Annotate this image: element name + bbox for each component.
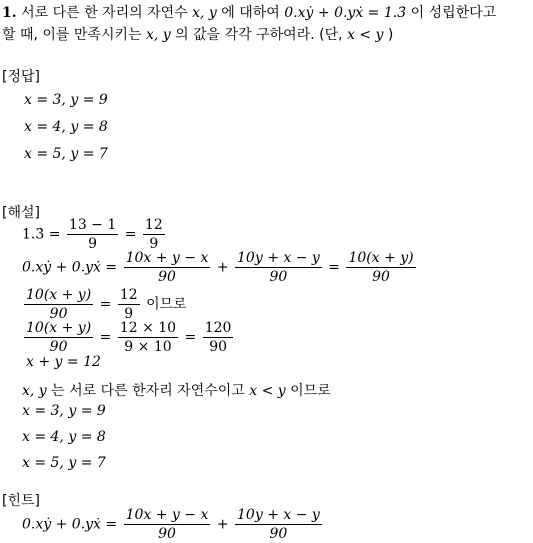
equals-sign: = — [328, 259, 340, 276]
solution-text: 이므로 — [146, 296, 187, 313]
solution-heading: [해설] — [2, 205, 40, 221]
fraction — [118, 320, 178, 355]
problem-condition: x < y — [347, 27, 384, 43]
solution-line: x = 5, y = 7 — [22, 455, 106, 471]
problem-vars: x, y — [192, 5, 217, 21]
fraction — [235, 250, 322, 285]
denominator: 90 — [269, 526, 288, 542]
solution-line: x = 4, y = 8 — [22, 429, 106, 445]
answer-line: x = 5, y = 7 — [24, 146, 108, 162]
denominator: 90 — [209, 339, 228, 355]
fraction — [203, 320, 234, 355]
numerator: 10x + y − x — [125, 507, 209, 523]
fraction — [67, 217, 118, 252]
problem-text: 에 대하여 — [221, 5, 280, 21]
solution-step-4 — [22, 320, 235, 355]
numerator: 10(x + y) — [26, 320, 92, 336]
fraction — [346, 250, 415, 285]
hint-lhs: 0.xẏ + 0.yẋ = — [22, 516, 118, 533]
denominator: 90 — [158, 269, 176, 285]
equals-sign: = — [184, 329, 197, 346]
fraction — [143, 217, 165, 252]
numerator: 13 − 1 — [68, 217, 117, 233]
answer-line: x = 4, y = 8 — [24, 119, 108, 135]
solution-step-3 — [22, 287, 187, 322]
numerator: 10y + x − y — [237, 250, 320, 266]
problem-line-1 — [2, 2, 496, 22]
problem-text: ) — [387, 27, 394, 43]
numerator: 10y + x − y — [237, 507, 320, 523]
fraction — [118, 287, 140, 322]
equals-sign: = — [99, 329, 112, 346]
step2-lhs: 0.xẏ + 0.yẋ = — [22, 259, 118, 276]
solution-line: x = 3, y = 9 — [22, 403, 106, 419]
fraction — [24, 287, 93, 322]
solution-text: 는 서로 다른 한자리 자연수이고 — [51, 383, 245, 399]
numerator: 10(x + y) — [26, 287, 92, 303]
numerator: 10x + y − x — [125, 250, 209, 266]
numerator: 10(x + y) — [348, 250, 414, 266]
denominator: 90 — [49, 339, 68, 355]
problem-text: 이 성립한다고 — [410, 5, 497, 21]
denominator: 9 — [124, 306, 134, 322]
denominator: 9 × 10 — [124, 339, 172, 355]
step1-lhs: 1.3̇ = — [22, 226, 61, 243]
denominator: 90 — [372, 269, 390, 285]
numerator: 120 — [204, 320, 232, 336]
fraction — [24, 320, 93, 355]
problem-text: 할 때, 이를 만족시키는 — [2, 27, 142, 43]
plus-sign: + — [216, 259, 229, 276]
numerator: 12 × 10 — [119, 320, 177, 336]
problem-number: 1. — [2, 5, 17, 21]
denominator: 90 — [49, 306, 68, 322]
equals-sign: = — [99, 296, 112, 313]
solution-text: 이므로 — [290, 383, 331, 399]
solution-condition: x < y — [249, 383, 286, 399]
denominator: 9 — [88, 236, 98, 252]
answer-line: x = 3, y = 9 — [24, 92, 108, 108]
hint-heading: [힌트] — [2, 493, 40, 509]
denominator: 90 — [269, 269, 288, 285]
problem-text: 의 값을 각각 구하여라. (단, — [175, 27, 343, 43]
fraction — [124, 507, 211, 542]
numerator: 12 — [144, 217, 163, 233]
hint-formula — [22, 507, 324, 542]
denominator: 9 — [149, 236, 159, 252]
problem-equation: 0.xẏ + 0.yẋ = 1.3̇ — [284, 5, 407, 21]
problem-text: 서로 다른 한 자리의 자연수 — [21, 5, 188, 21]
fraction — [124, 250, 211, 285]
solution-vars: x, y — [22, 383, 47, 399]
solution-step-5: x + y = 12 — [26, 354, 101, 370]
problem-line-2 — [2, 24, 393, 44]
numerator: 12 — [119, 287, 138, 303]
equals-sign: = — [124, 226, 137, 243]
denominator: 90 — [158, 526, 176, 542]
plus-sign: + — [216, 516, 229, 533]
fraction — [235, 507, 322, 542]
problem-vars: x, y — [145, 27, 171, 43]
answer-heading: [정답] — [2, 69, 40, 85]
solution-step-1 — [22, 217, 167, 252]
solution-step-2 — [22, 250, 418, 285]
solution-step-6 — [22, 380, 331, 400]
